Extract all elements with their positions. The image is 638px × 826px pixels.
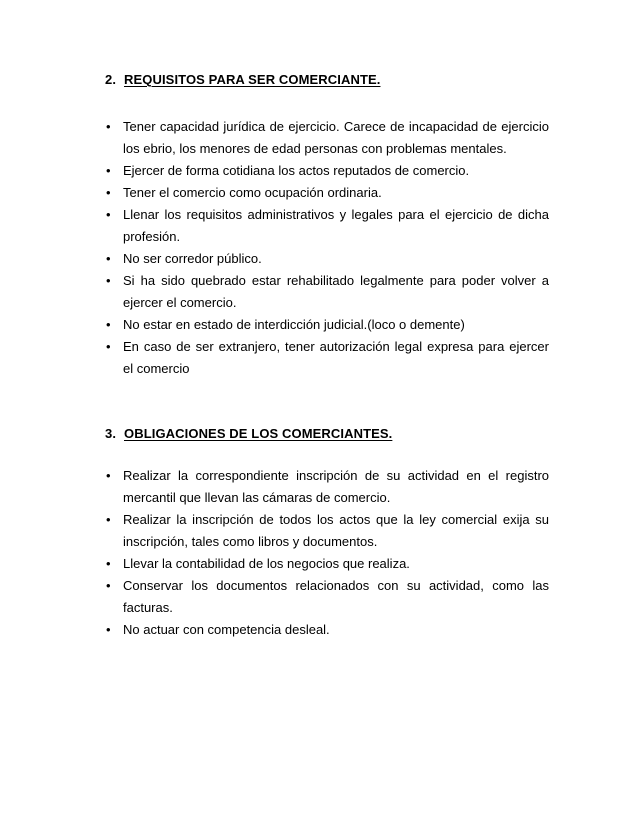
list-item-text: No actuar con competencia desleal. [123,622,330,637]
bullet-icon: • [106,251,111,266]
list-item-text: No estar en estado de interdicción judicial.(loco o demente) [123,317,465,332]
list-item-text: Conservar los documentos relacionados con su actividad, como las facturas. [123,578,549,615]
list-item [0,619,549,641]
bullet-icon: • [106,207,111,222]
bullet-icon: • [106,512,111,527]
list-item [0,575,549,619]
bullet-icon: • [106,163,111,178]
section-title: REQUISITOS PARA SER COMERCIANTE. [124,72,381,87]
list-item-text: Realizar la inscripción de todos los actos que la ley comercial exija su inscripción, tales como libros y documentos. [123,512,549,549]
list-item-text: Tener el comercio como ocupación ordinaria. [123,185,382,200]
bullet-icon: • [106,578,111,593]
bullet-icon: • [106,556,111,571]
bullet-icon: • [106,185,111,200]
list-item [0,465,549,509]
list-item [0,336,549,380]
list-item [0,270,549,314]
list-item-text: En caso de ser extranjero, tener autorización legal expresa para ejercer el comercio [123,339,549,376]
requirements-list [0,116,638,380]
bullet-icon: • [106,339,111,354]
list-item-text: Ejercer de forma cotidiana los actos reputados de comercio. [123,163,470,178]
list-item-text: Llenar los requisitos administrativos y legales para el ejercicio de dicha profesión. [123,207,549,244]
list-item-text: Si ha sido quebrado estar rehabilitado legalmente para poder volver a ejercer el comercio. [123,273,549,310]
bullet-icon: • [106,622,111,637]
list-item-text: No ser corredor público. [123,251,262,266]
list-item [0,314,549,336]
list-item [0,116,549,160]
list-item [0,553,549,575]
obligations-list [0,465,638,641]
list-item [0,182,549,204]
list-item [0,509,549,553]
section-number: 2. [105,72,117,87]
list-item [0,248,549,270]
section-heading [105,72,380,87]
section-number: 3. [105,426,117,441]
bullet-icon: • [106,273,111,288]
section-title: OBLIGACIONES DE LOS COMERCIANTES. [124,426,393,441]
bullet-icon: • [106,468,111,483]
section-heading [105,426,392,441]
list-item [0,160,549,182]
list-item-text: Llevar la contabilidad de los negocios que realiza. [123,556,410,571]
bullet-icon: • [106,317,111,332]
bullet-icon: • [106,119,111,134]
list-item-text: Tener capacidad jurídica de ejercicio. Carece de incapacidad de ejercicio los ebrio, los menores de edad personas con problemas mentales. [123,119,549,156]
list-item [0,204,549,248]
list-item-text: Realizar la correspondiente inscripción de su actividad en el registro mercantil que llevan las cámaras de comercio. [123,468,549,505]
